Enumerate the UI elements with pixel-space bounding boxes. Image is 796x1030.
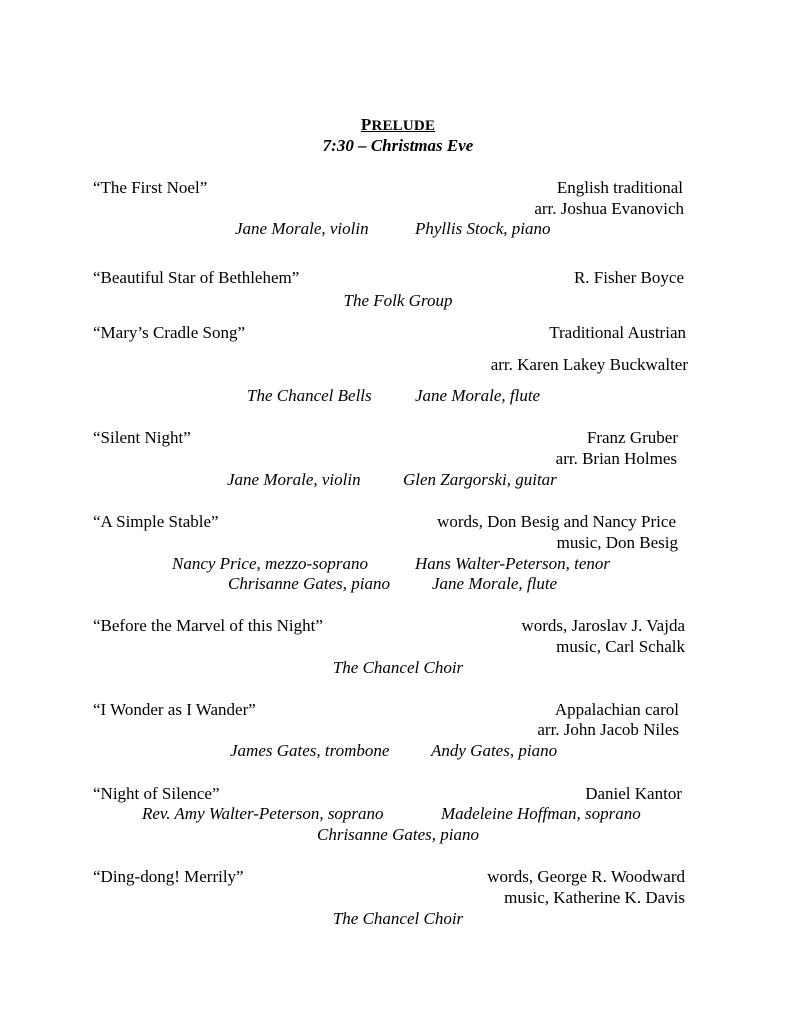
piece-credit: words, Don Besig and Nancy Price [437,512,676,531]
performer: The Chancel Choir [332,909,464,928]
piece-credit: music, Don Besig [556,533,678,552]
performer: The Chancel Bells [247,386,372,405]
performer: Phyllis Stock, piano [415,219,551,238]
piece-credit: R. Fisher Boyce [573,268,684,287]
piece-credit: words, George R. Woodward [487,867,685,886]
piece-title: “I Wonder as I Wander” [93,700,256,719]
piece-title: “A Simple Stable” [93,512,219,531]
performer: Glen Zargorski, guitar [403,470,557,489]
performer: Nancy Price, mezzo-soprano [172,554,368,573]
piece-credit: music, Katherine K. Davis [504,888,685,907]
performer: Jane Morale, flute [415,386,541,405]
piece-title: “Night of Silence” [93,784,220,803]
piece-credit: arr. Karen Lakey Buckwalter [490,355,688,374]
performer: The Folk Group [343,291,453,310]
piece-credit: Daniel Kantor [585,784,682,803]
piece-credit: English traditional [556,178,683,197]
performer: Chrisanne Gates, piano [228,574,390,593]
piece-title: “Before the Marvel of this Night” [93,616,323,635]
page-title: PRELUDE [360,115,436,134]
piece-credit: Franz Gruber [586,428,678,447]
performer: Rev. Amy Walter-Peterson, soprano [142,804,384,823]
piece-credit: arr. John Jacob Niles [537,720,679,739]
piece-title: “Beautiful Star of Bethlehem” [93,268,300,287]
performer: Andy Gates, piano [431,741,558,760]
performer: James Gates, trombone [230,741,390,760]
performer: Jane Morale, violin [235,219,369,238]
piece-title: “The First Noel” [93,178,208,197]
piece-credit: arr. Joshua Evanovich [534,199,684,218]
performer: Jane Morale, flute [432,574,558,593]
performer: Hans Walter-Peterson, tenor [415,554,610,573]
piece-credit: music, Carl Schalk [556,637,685,656]
performer: Madeleine Hoffman, soprano [441,804,641,823]
piece-credit: arr. Brian Holmes [555,449,677,468]
piece-title: “Silent Night” [93,428,191,447]
piece-title: “Ding-dong! Merrily” [93,867,244,886]
piece-credit: Traditional Austrian [549,323,686,342]
piece-title: “Mary’s Cradle Song” [93,323,246,342]
performer: Chrisanne Gates, piano [317,825,479,844]
performer: The Chancel Choir [332,658,464,677]
piece-credit: words, Jaroslav J. Vajda [521,616,685,635]
page-subtitle: 7:30 – Christmas Eve [322,136,474,155]
piece-credit: Appalachian carol [554,700,679,719]
performer: Jane Morale, violin [227,470,361,489]
